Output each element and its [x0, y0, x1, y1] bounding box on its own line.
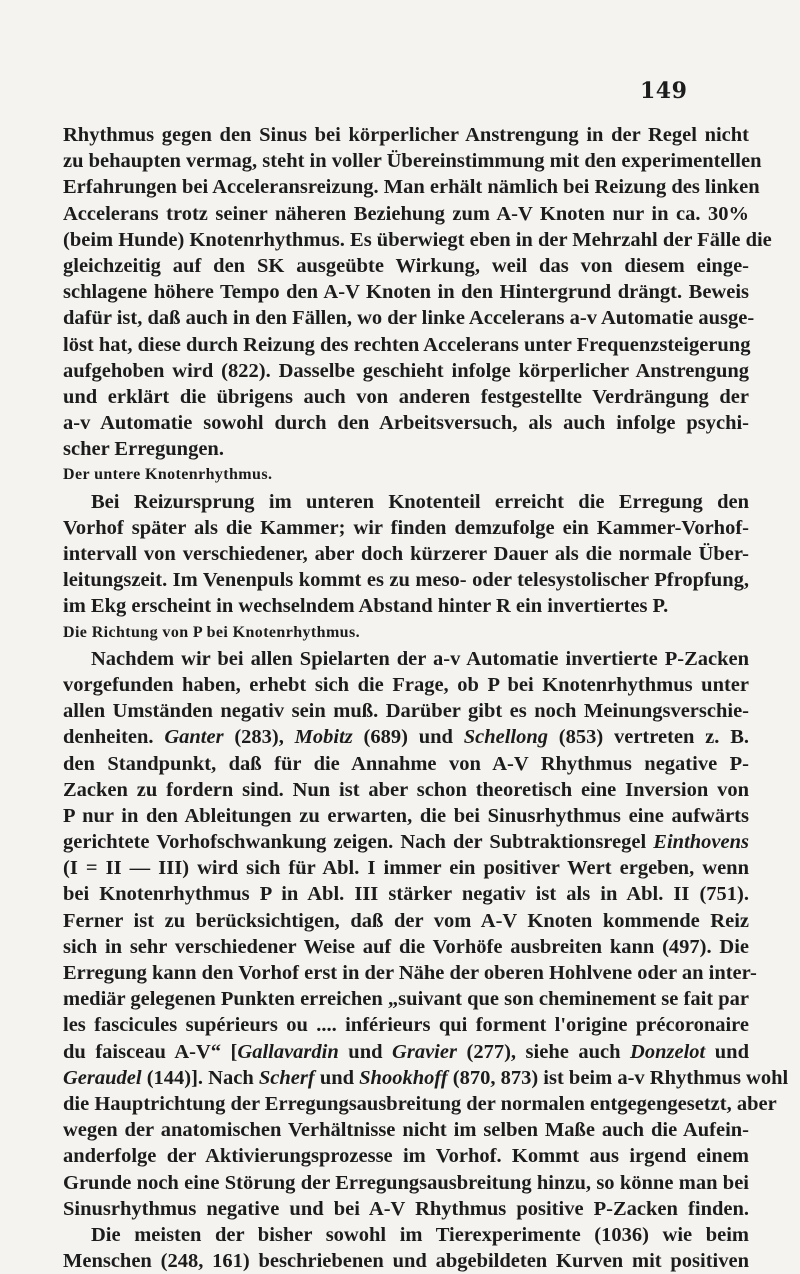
text-line: die Hauptrichtung der Erregungsausbreitung der normalen entgegengesetzt, aber — [63, 1092, 777, 1115]
text-line: bei Knotenrhythmus P in Abl. III stärker negativ ist als in Abl. II (751). — [63, 883, 749, 906]
paragraph-p-direction — [63, 646, 789, 1274]
text-line: Erregung kann den Vorhof erst in der Nähe der oberen Hohlvene oder an inter- — [63, 962, 757, 984]
text-line: P nur in den Ableitungen zu erwarten, die bei Sinusrhythmus eine aufwärts — [63, 804, 749, 827]
text-line: du faisceau A-V“ [Gallavardin und Gravier (277), siehe auch Donzelot und — [63, 1040, 749, 1063]
text-line: Geraudel (144)]. Nach Scherf und Shookhoff (870, 873) ist beim a-v Rhythmus wohl — [63, 1066, 789, 1089]
text-line: (beim Hunde) Knotenrhythmus. Es überwiegt eben in der Mehrzahl der Fälle die — [63, 228, 772, 251]
text-line: im Ekg erscheint in wechselndem Abstand hinter R ein invertiertes P. — [63, 595, 669, 618]
text-line: Ferner ist zu berücksichtigen, daß der vom A-V Knoten kommende Reiz — [63, 909, 749, 932]
text-line: Erfahrungen bei Acceleransreizung. Man erhält nämlich bei Reizung des linken — [63, 176, 760, 199]
text-line: vorgefunden haben, erhebt sich die Frage, ob P bei Knotenrhythmus unter — [63, 673, 749, 696]
text-line: anderfolge der Aktivierungsprozesse im Vorhof. Kommt aus irgend einem — [63, 1145, 749, 1168]
text-line: wegen der anatomischen Verhältnisse nicht im selben Maße auch die Aufein- — [63, 1119, 749, 1142]
page-number: 149 — [640, 78, 688, 104]
text-line: leitungszeit. Im Venenpuls kommt es zu meso- oder telesystolischer Pfropfung, — [63, 569, 749, 592]
text-line: den Standpunkt, daß für die Annahme von A-V Rhythmus negative P- — [63, 752, 749, 775]
text-line: a-v Automatie sowohl durch den Arbeitsversuch, als auch infolge psychi- — [63, 412, 749, 435]
text-line: aufgehoben wird (822). Dasselbe geschieht infolge körperlicher Anstrengung — [63, 359, 749, 382]
paragraph-accelerans — [63, 122, 772, 462]
text-line: gerichtete Vorhofschwankung zeigen. Nach der Subtraktionsregel Einthovens — [63, 831, 749, 854]
text-line: Vorhof später als die Kammer; wir finden demzufolge ein Kammer-Vorhof- — [63, 516, 749, 539]
text-line: Menschen (248, 161) beschriebenen und abgebildeten Kurven mit positiven — [63, 1250, 749, 1273]
text-line: gleichzeitig auf den SK ausgeübte Wirkung, weil das von diesem einge- — [63, 254, 749, 277]
text-line: mediär gelegenen Punkten erreichen „suivant que son cheminement se fait par — [63, 988, 749, 1011]
text-line: Accelerans trotz seiner näheren Beziehung zum A-V Knoten nur in ca. 30% — [63, 202, 749, 225]
text-line: Nachdem wir bei allen Spielarten der a-v Automatie invertierte P-Zacken — [91, 647, 749, 670]
text-line: les fascicules supérieurs ou .... inférieurs qui forment l'origine précoronaire — [63, 1014, 749, 1037]
text-line: Bei Reizursprung im unteren Knotenteil erreicht die Erregung den — [91, 490, 749, 513]
text-line: und erklärt die übrigens auch von anderen festgestellte Verdrängung der — [63, 385, 749, 408]
text-line: schlagene höhere Tempo den A-V Knoten in den Hintergrund drängt. Beweis — [63, 281, 749, 304]
page-body — [63, 122, 789, 1274]
text-line: dafür ist, daß auch in den Fällen, wo der linke Accelerans a-v Automatie ausge- — [63, 307, 755, 330]
text-line: zu behaupten vermag, steht in voller Übereinstimmung mit den experimentellen — [63, 150, 762, 173]
section-heading-lower-node-rhythm: Der untere Knotenrhythmus. — [63, 466, 273, 484]
text-line: allen Umständen negativ sein muß. Darüber gibt es noch Meinungsverschie- — [63, 700, 749, 723]
text-line: Grunde noch eine Störung der Erregungsausbreitung hinzu, so könne man bei — [63, 1171, 749, 1194]
text-line: löst hat, diese durch Reizung des rechten Accelerans unter Frequenzsteigerung — [63, 333, 751, 356]
text-line: intervall von verschiedener, aber doch kürzerer Dauer als die normale Über- — [63, 543, 749, 565]
paragraph-lower-node — [63, 489, 749, 620]
text-line: sich in sehr verschiedener Weise auf die Vorhöfe ausbreiten kann (497). Die — [63, 935, 749, 958]
section-heading-p-direction: Die Richtung von P bei Knotenrhythmus. — [63, 623, 361, 641]
text-line: Zacken zu fordern sind. Nun ist aber schon theoretisch eine Inversion von — [63, 778, 749, 801]
text-line: Sinusrhythmus negative und bei A-V Rhythmus positive P-Zacken finden. — [63, 1197, 749, 1220]
text-line: Die meisten der bisher sowohl im Tierexperimente (1036) wie beim — [91, 1223, 749, 1246]
text-line: Rhythmus gegen den Sinus bei körperlicher Anstrengung in der Regel nicht — [63, 124, 749, 146]
text-line: denheiten. Ganter (283), Mobitz (689) und Schellong (853) vertreten z. B. — [63, 726, 749, 749]
text-line: scher Erregungen. — [63, 438, 224, 461]
text-line: (I = II — III) wird sich für Abl. I immer ein positiver Wert ergeben, wenn — [63, 857, 749, 880]
